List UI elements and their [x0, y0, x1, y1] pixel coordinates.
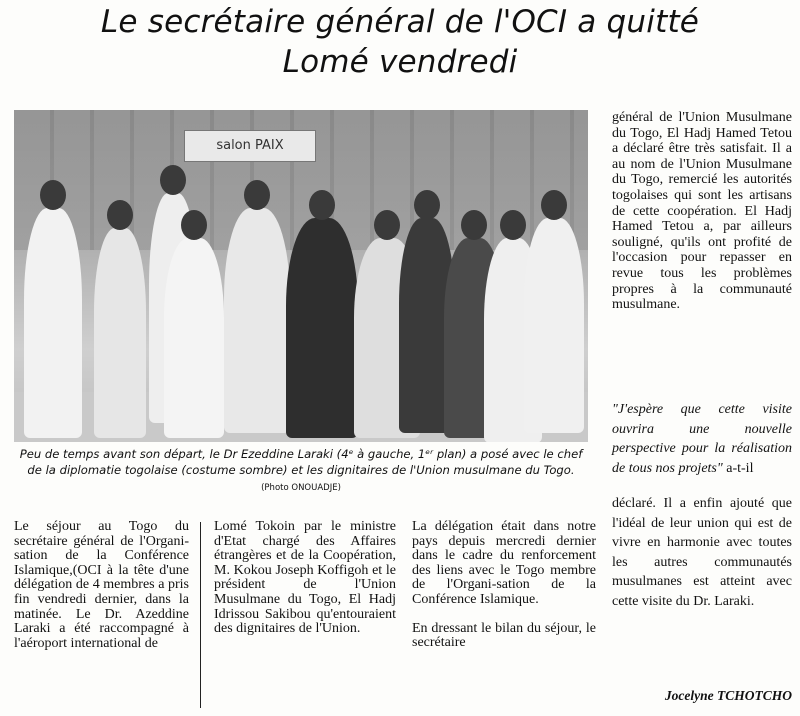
- photo-person-head: [160, 165, 186, 195]
- photo-person-head: [414, 190, 440, 220]
- photo-person-6: [286, 218, 358, 438]
- quote-tail: a-t-il: [722, 460, 754, 476]
- photo-person-head: [541, 190, 567, 220]
- article-column-2: [214, 520, 396, 637]
- photo-person-5: [224, 208, 290, 433]
- photo-person-head: [181, 210, 207, 240]
- photo-credit: (Photo ONOUADJE): [261, 483, 341, 493]
- headline-line-2: Lomé vendredi: [282, 44, 518, 80]
- photo-caption: [14, 446, 588, 496]
- column-3-paragraph-2: En dressant le bilan du séjour, le secrétaire: [412, 620, 596, 651]
- quote-text: "J'espère que cette visite ouvrira une nouvelle perspective pour la réalisation de tous nos projets": [612, 402, 792, 476]
- photo-person-head: [107, 200, 133, 230]
- photo-person-1: [24, 208, 82, 438]
- article-column-3: [412, 520, 596, 651]
- photo-person-11: [524, 218, 584, 433]
- photo-person-head: [244, 180, 270, 210]
- column-3-paragraph-1: La délégation était dans notre pays depuis mercredi dernier dans le cadre du renforcement des liens avec le Togo membre de l'Organi-sation de la Conférence Islamique.: [412, 519, 596, 607]
- photo-person-head: [374, 210, 400, 240]
- photo-person-head: [40, 180, 66, 210]
- column-4-top-text: général de l'Union Musulmane du Togo, El Hadj Hamed Tetou a déclaré être très satisfait. Il a au nom de l'Union Musulmane du Togo, remercié les autorités togolaises qui sont les artisans de cette coopération. El Hadj Hamed Tetou a, par ailleurs souligné, qu'ils ont profité de l'occasion pour repasser en revue tous les problèmes propres à la communauté musulmane.: [612, 110, 792, 313]
- photo-person-head: [461, 210, 487, 240]
- news-photo: [14, 110, 588, 442]
- author-signature: Jocelyne TCHOTCHO: [664, 688, 792, 703]
- article-column-4-bottom: [612, 494, 792, 611]
- photo-person-4: [164, 238, 224, 438]
- photo-person-head: [309, 190, 335, 220]
- column-2-text: Lomé Tokoin par le ministre d'Etat chargé des Affaires étrangères et de la Coopération, M. Kokou Joseph Koffigoh et le président de l'Union Musulmane du Togo, El Hadj Idrissou Sakibou qu'entouraient des dignitaires de l'Union.: [214, 519, 396, 637]
- article-column-4-top: [612, 110, 792, 313]
- headline: [0, 2, 800, 82]
- column-4-bottom-text: déclaré. Il a enfin ajouté que l'idéal de leur union qui est de vivre en harmonie avec toutes les autres communautés musulmanes est atteint avec cette visite du Dr. Laraki.: [612, 496, 792, 609]
- column-divider: [200, 522, 201, 708]
- article-column-1: [14, 520, 189, 651]
- photo-person-2: [94, 228, 146, 438]
- photo-person-head: [500, 210, 526, 240]
- salon-sign: salon PAIX: [184, 130, 316, 162]
- column-1-text: Le séjour au Togo du secrétaire général de l'Organi-sation de la Conférence Islamique,(OCI à la tête d'une délégation de 4 membres a pris fin vendredi dernier, dans la matinée. Le Dr. Azeddine Laraki a été raccompagné à l'aéroport international de: [14, 519, 189, 651]
- pull-quote: [612, 400, 792, 478]
- caption-text: Peu de temps avant son départ, le Dr Ezeddine Laraki (4ᵉ à gauche, 1ᵉʳ plan) a posé avec le chef de la diplomatie togolaise (costume sombre) et les dignitaires de l'Union musulmane du Togo.: [19, 447, 583, 477]
- headline-line-1: Le secrétaire général de l'OCI a quitté: [100, 4, 700, 40]
